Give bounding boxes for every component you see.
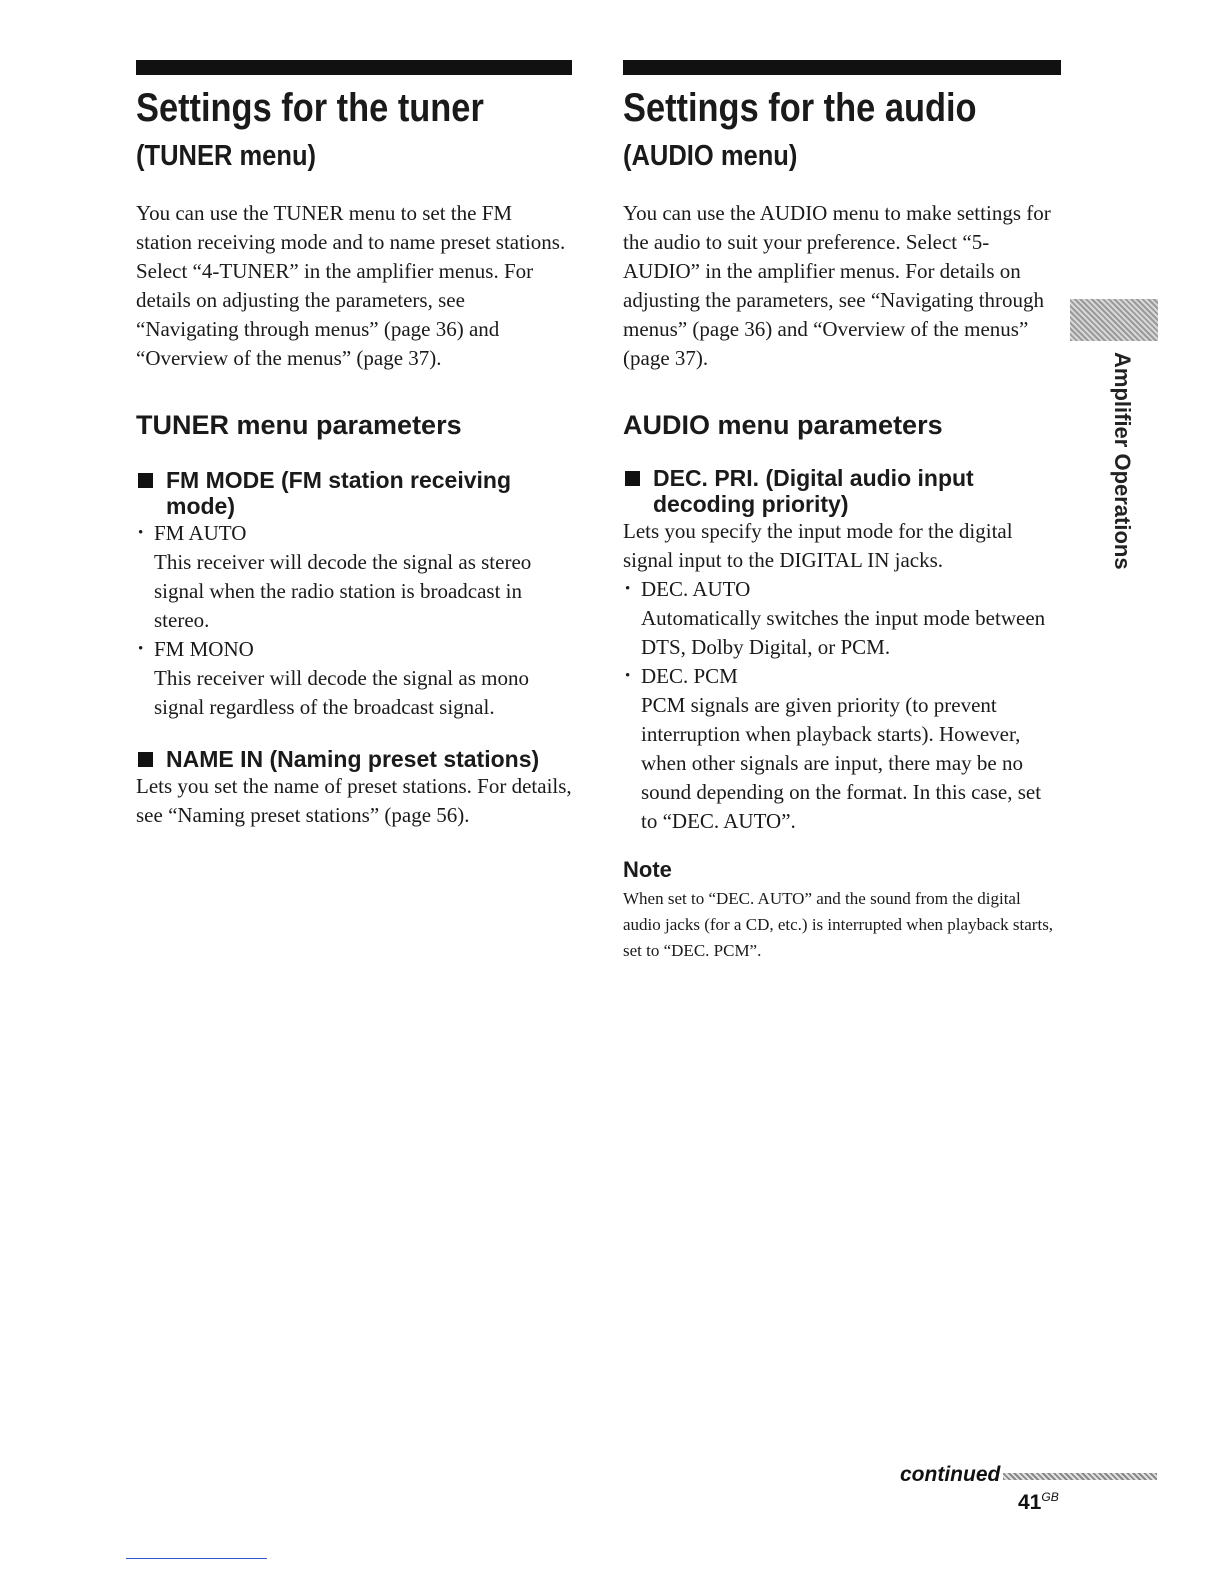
parameter-heading: NAME IN (Naming preset stations) xyxy=(136,746,572,772)
page-number xyxy=(1018,1490,1059,1515)
parameter-text: Lets you specify the input mode for the digital signal input to the DIGITAL IN jacks. xyxy=(623,519,1013,572)
side-section-label: Amplifier Operations xyxy=(1110,352,1135,570)
parameter-heading: FM MODE (FM station receiving mode) xyxy=(136,467,572,519)
page-subtitle: (AUDIO menu) xyxy=(623,140,798,172)
option-description: Automatically switches the input mode between DTS, Dolby Digital, or PCM. xyxy=(641,606,1046,659)
page-number-value: 41 xyxy=(1018,1491,1042,1514)
option-name: • DEC. PCM xyxy=(623,662,1061,691)
note-heading: Note xyxy=(623,857,672,882)
intro-paragraph: You can use the AUDIO menu to make settings for the audio to suit your preference. Select “5-AUDIO” in the amplifier menus. For details on adjusting the parameters, see “Navigating through menus” (page 36) and “Overview of the menus” (page 37). xyxy=(623,201,1051,370)
continued-bar xyxy=(1003,1473,1157,1480)
page-subtitle: (TUNER menu) xyxy=(136,140,317,172)
continued-label: continued xyxy=(900,1463,1001,1486)
intro-paragraph: You can use the TUNER menu to set the FM station receiving mode and to name preset stations. xyxy=(136,201,566,254)
audio-column xyxy=(623,60,1061,964)
tuner-column xyxy=(136,60,572,830)
option-description: PCM signals are given priority (to prevent interruption when playback starts). However, when other signals are input, there may be no sound depending on the format. In this case, set to “DEC. AUTO”. xyxy=(641,693,1042,833)
page-title: Settings for the tuner xyxy=(136,86,484,130)
option-name: • FM AUTO xyxy=(136,519,572,548)
parameter-heading: DEC. PRI. (Digital audio input decoding priority) xyxy=(623,465,1061,517)
option-name: • FM MONO xyxy=(136,635,572,664)
note-text: When set to “DEC. AUTO” and the sound from the digital audio jacks (for a CD, etc.) is interrupted when playback starts, set to “DEC. PCM”. xyxy=(623,889,1054,960)
section-title: AUDIO menu parameters xyxy=(623,410,943,440)
option-description: This receiver will decode the signal as stereo signal when the radio station is broadcast in stereo. xyxy=(154,550,532,632)
top-rule xyxy=(136,60,572,75)
footer-rule xyxy=(126,1558,267,1559)
page-title: Settings for the audio xyxy=(623,86,977,130)
top-rule xyxy=(623,60,1061,75)
parameter-text: Lets you set the name of preset stations. For details, see “Naming preset stations” (page 56). xyxy=(136,774,572,827)
page-number-suffix: GB xyxy=(1041,1490,1059,1504)
option-description: This receiver will decode the signal as mono signal regardless of the broadcast signal. xyxy=(154,666,529,719)
section-title: TUNER menu parameters xyxy=(136,410,462,440)
option-name: • DEC. AUTO xyxy=(623,575,1061,604)
section-tab-marker xyxy=(1070,299,1158,341)
intro-paragraph: Select “4-TUNER” in the amplifier menus. For details on adjusting the parameters, see “Navigating through menus” (page 36) and “Overview of the menus” (page 37). xyxy=(136,259,534,370)
